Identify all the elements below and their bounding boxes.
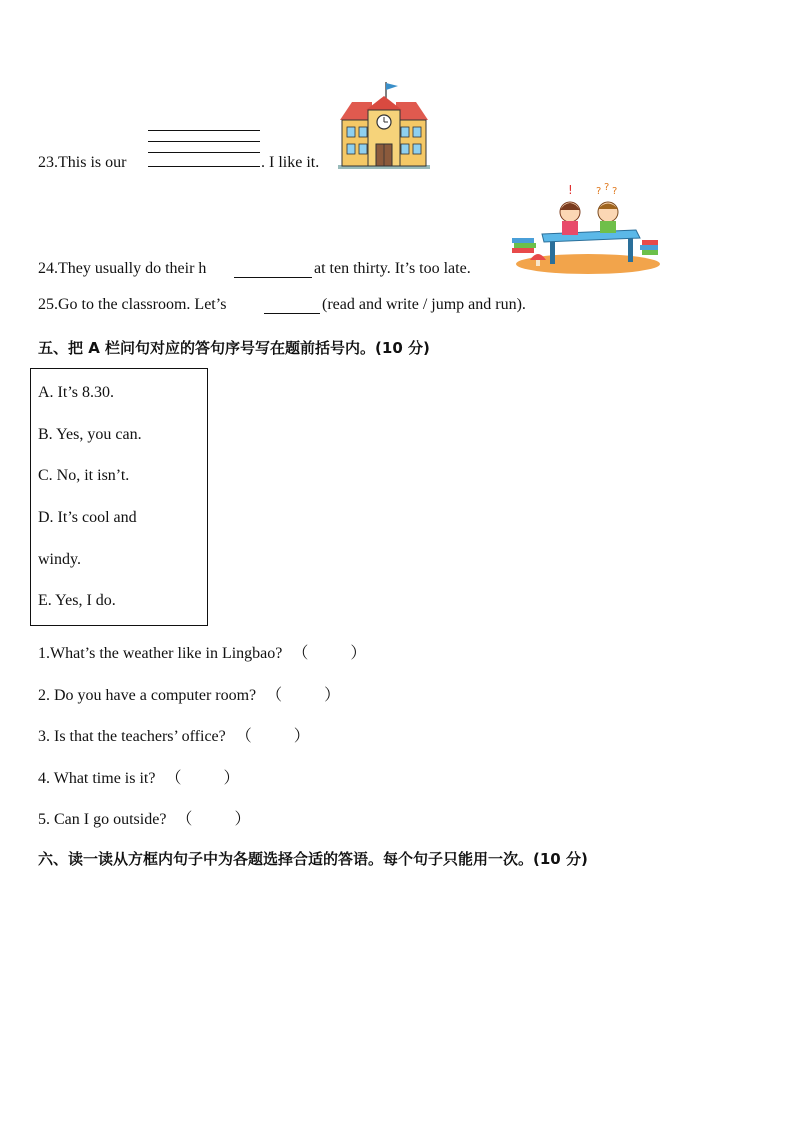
svg-text:?: ? — [604, 182, 610, 193]
answer-paren-2[interactable]: （ ） — [266, 687, 341, 704]
question-3 — [38, 723, 310, 746]
answer-blank-25[interactable] — [264, 313, 320, 314]
question-5-text: 5. Can I go outside? — [38, 811, 167, 828]
svg-text:?: ? — [612, 186, 618, 197]
question-23-suffix: . I like it. — [261, 154, 320, 171]
blank-line-23a — [148, 130, 260, 131]
children-homework-icon — [504, 182, 660, 276]
question-25-suffix: (read and write / jump and run). — [322, 296, 526, 313]
section-6-title: 六、读一读从方框内句子中为各题选择合适的答语。每个句子只能用一次。(10 分) — [38, 850, 588, 868]
answer-paren-4[interactable]: （ ） — [165, 770, 240, 787]
answer-option-a: A. It’s 8.30. — [38, 384, 114, 401]
blank-line-23c — [148, 152, 260, 153]
school-building-icon — [336, 80, 432, 172]
question-24-suffix: at ten thirty. It’s too late. — [314, 260, 471, 277]
question-4-text: 4. What time is it? — [38, 770, 156, 787]
answer-paren-3[interactable]: （ ） — [235, 728, 310, 745]
question-5 — [38, 806, 250, 829]
question-4 — [38, 765, 240, 788]
answer-option-d-continued: windy. — [38, 551, 81, 568]
blank-line-23b — [148, 141, 260, 142]
question-2 — [38, 682, 340, 705]
question-23-prefix: 23.This is our — [38, 154, 127, 171]
section-5-title: 五、把 A 栏问句对应的答句序号写在题前括号内。(10 分) — [38, 339, 430, 357]
answer-blank-24[interactable] — [234, 277, 312, 278]
svg-text:?: ? — [596, 186, 602, 197]
question-1-text: 1.What’s the weather like in Lingbao? — [38, 645, 283, 662]
answer-option-e: E. Yes, I do. — [38, 592, 116, 609]
answer-options-box — [30, 368, 208, 626]
answer-paren-5[interactable]: （ ） — [176, 811, 251, 828]
question-24-prefix: 24.They usually do their h — [38, 260, 207, 277]
question-1 — [38, 640, 366, 663]
question-2-text: 2. Do you have a computer room? — [38, 687, 257, 704]
svg-text:!: ! — [568, 183, 573, 197]
answer-option-b: B. Yes, you can. — [38, 426, 142, 443]
answer-option-c: C. No, it isn’t. — [38, 467, 130, 484]
question-3-text: 3. Is that the teachers’ office? — [38, 728, 226, 745]
answer-option-d: D. It’s cool and — [38, 509, 137, 526]
answer-paren-1[interactable]: （ ） — [292, 645, 367, 662]
question-25-prefix: 25.Go to the classroom. Let’s — [38, 296, 227, 313]
answer-blank-23[interactable] — [148, 166, 260, 167]
